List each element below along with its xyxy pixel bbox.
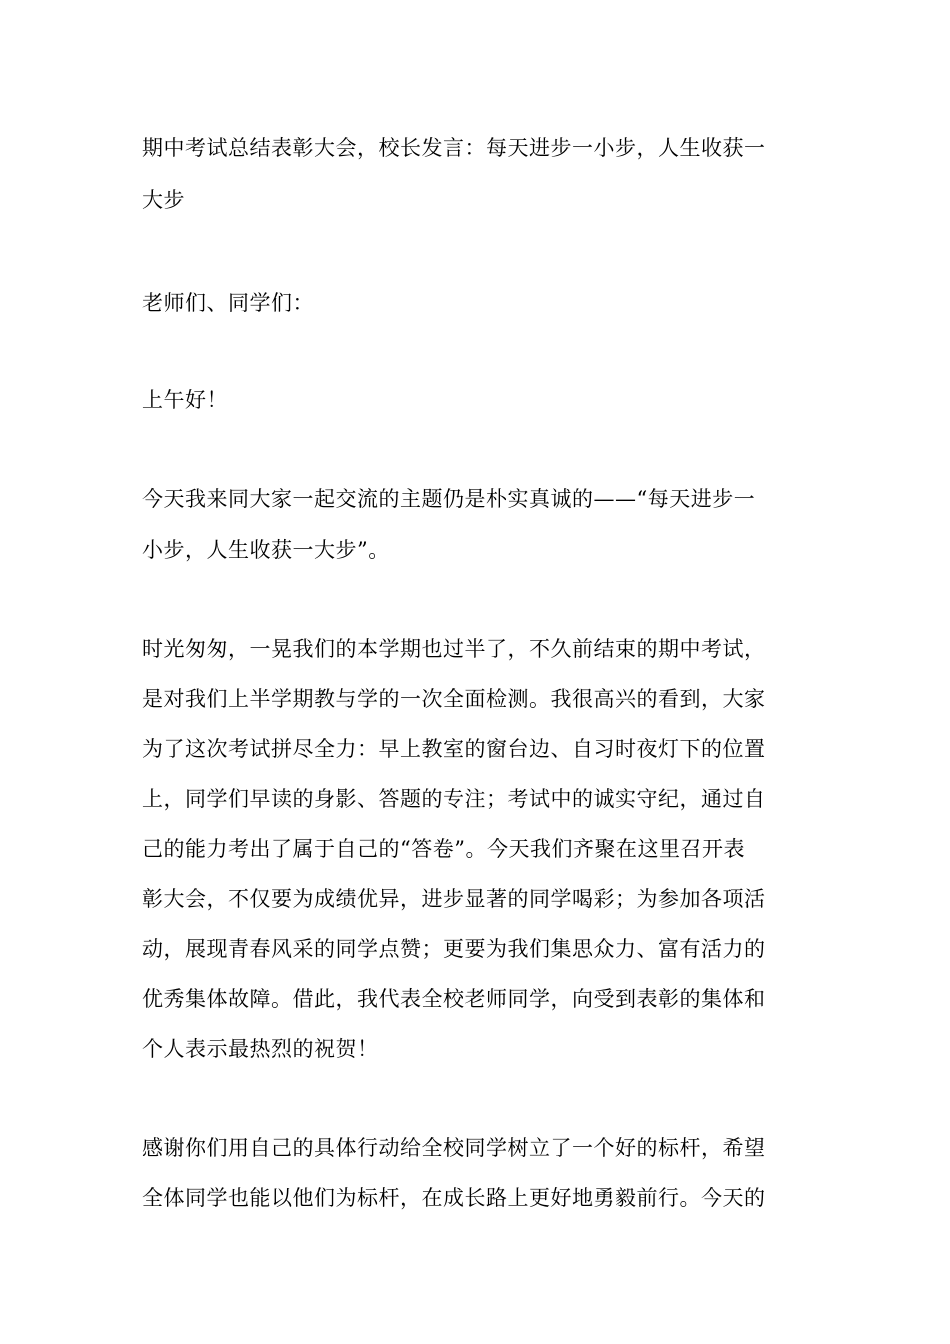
paragraph2-line-2: 是对我们上半学期教与学的一次全面检测。我很高兴的看到，大家 (142, 687, 766, 711)
paragraph2-line-6: 彰大会，不仅要为成绩优异，进步显著的同学喝彩；为参加各项活 (142, 887, 766, 911)
title-line-2: 大步 (142, 188, 185, 212)
paragraph3-line-2: 全体同学也能以他们为标杆，在成长路上更好地勇毅前行。今天的 (142, 1186, 766, 1210)
paragraph2-line-3: 为了这次考试拼尽全力：早上教室的窗台边、自习时夜灯下的位置 (142, 737, 766, 761)
paragraph3-line-1: 感谢你们用自己的具体行动给全校同学树立了一个好的标杆，希望 (142, 1136, 766, 1160)
paragraph2-line-1: 时光匆匆，一晃我们的本学期也过半了，不久前结束的期中考试， (142, 637, 766, 661)
paragraph2-line-9: 个人表示最热烈的祝贺！ (142, 1037, 379, 1061)
greeting: 老师们、同学们： (142, 291, 314, 315)
paragraph2-line-7: 动，展现青春风采的同学点赞；更要为我们集思众力、富有活力的 (142, 937, 766, 961)
paragraph1-line-1: 今天我来同大家一起交流的主题仍是朴实真诚的——“每天进步一 (142, 487, 756, 511)
salutation: 上午好！ (142, 388, 228, 412)
title-line-1: 期中考试总结表彰大会，校长发言：每天进步一小步，人生收获一 (142, 136, 766, 160)
paragraph2-line-5: 己的能力考出了属于自己的“答卷”。今天我们齐聚在这里召开表 (142, 837, 745, 861)
paragraph2-line-4: 上，同学们早读的身影、答题的专注；考试中的诚实守纪，通过自 (142, 787, 766, 811)
paragraph2-line-8: 优秀集体故障。借此，我代表全校老师同学，向受到表彰的集体和 (142, 987, 766, 1011)
paragraph1-line-2: 小步，人生收获一大步”。 (142, 538, 390, 562)
